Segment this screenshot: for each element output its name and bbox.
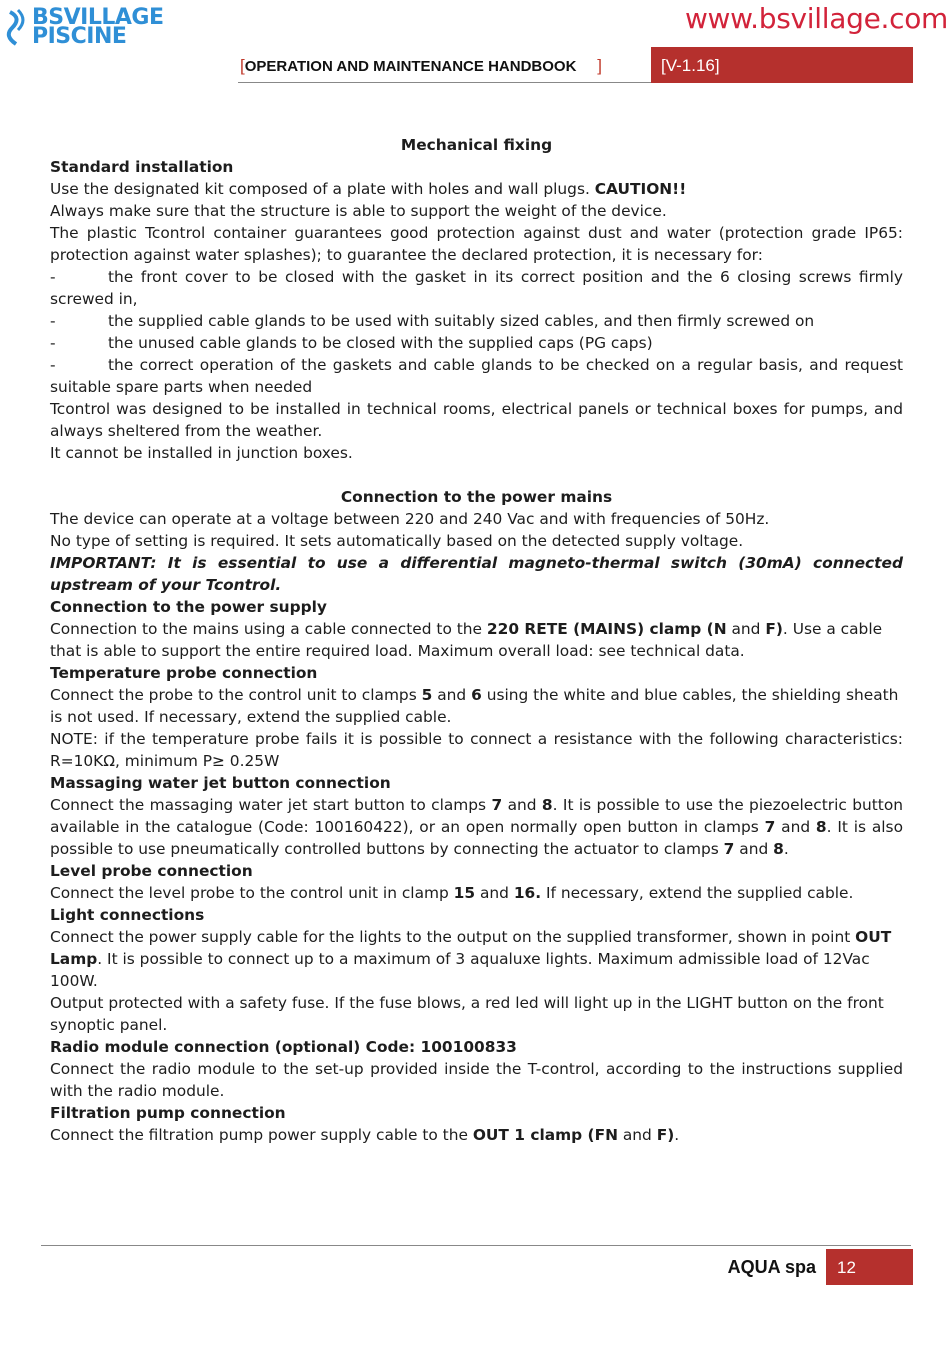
text-run: Connection to the mains using a cable connected to the: [50, 620, 487, 638]
list-item-text: the correct operation of the gaskets and cable glands to be checked on a regular basis, and request suitable spare parts when needed: [50, 356, 903, 396]
paragraph-voltage: The device can operate at a voltage between 220 and 240 Vac and with frequencies of 50Hz.: [50, 510, 770, 528]
text-run: Connect the filtration pump power supply cable to the: [50, 1126, 473, 1144]
list-item-text: the unused cable glands to be closed with the supplied caps (PG caps): [108, 334, 653, 352]
text-run: and: [475, 884, 514, 902]
text-run: and: [432, 686, 472, 704]
handbook-title-text: OPERATION AND MAINTENANCE HANDBOOK: [244, 58, 577, 75]
text-run: . It is possible to use the piezoelectric button available in the catalogue (Code: 100160422), or an open normally open button in clamps: [50, 796, 903, 836]
clamp-number: 15: [453, 884, 476, 902]
paragraph-note: NOTE: if the temperature probe fails it is possible to connect a resistance with the following characteristics: R=10KΩ, minimum P≥ 0.25W: [50, 730, 903, 770]
kit-text: Use the designated kit composed of a plate with holes and wall plugs.: [50, 180, 595, 198]
text-run: and: [502, 796, 542, 814]
clamp-number: 6: [471, 686, 482, 704]
bullet-dash: -: [50, 356, 56, 374]
list-item: [50, 354, 903, 398]
clamp-number: 7: [491, 796, 503, 814]
text-run: and: [734, 840, 774, 858]
text-run: Connect the level probe to the control unit in clamp: [50, 884, 454, 902]
brand-logo: [6, 5, 164, 50]
text-run: . It is possible to connect up to a maximum of 3 aqualuxe lights. Maximum admissible load of 12Vac 100W.: [50, 950, 870, 990]
clamp-number: 16.: [513, 884, 542, 902]
header-divider: [238, 82, 651, 83]
footer-divider: [41, 1245, 911, 1246]
paragraph-filtration: [50, 1124, 903, 1146]
text-run: Connect the probe to the control unit to clamps: [50, 686, 422, 704]
text-run: using the white and blue cables, the shielding sheath is not used. If necessary, extend the supplied cable.: [50, 686, 899, 726]
important-note: IMPORTANT: It is essential to use a differential magneto-thermal switch (30mA) connected upstream of your Tcontrol.: [50, 554, 903, 594]
logo-line-2: PISCINE: [32, 24, 127, 49]
logo-line-1: BSVILLAGE: [32, 5, 164, 30]
subheading-level-probe: Level probe connection: [50, 862, 253, 880]
output-label: OUT Lamp: [50, 928, 892, 968]
clamp-number: 8: [773, 840, 784, 858]
bullet-dash: -: [50, 334, 56, 352]
text-run: If necessary, extend the supplied cable.: [541, 884, 854, 902]
list-item: [50, 310, 903, 332]
subheading-radio: Radio module connection (optional) Code: 100100833: [50, 1038, 517, 1056]
clamp-label: F): [765, 620, 783, 638]
text-run: . It is also possible to use pneumatically controlled buttons by connecting the actuator to clamps: [50, 818, 903, 858]
subheading-filtration: Filtration pump connection: [50, 1104, 286, 1122]
paragraph-setting: No type of setting is required. It sets automatically based on the detected supply voltage.: [50, 532, 744, 550]
clamp-number: 7: [764, 818, 776, 836]
section-title-mechanical: Mechanical fixing: [400, 136, 553, 154]
product-name: AQUA spa: [727, 1257, 816, 1277]
paragraph-fuse: Output protected with a safety fuse. If the fuse blows, a red led will light up in the LIGHT button on the front synoptic panel.: [50, 994, 884, 1034]
clamp-number: 7: [723, 840, 735, 858]
website-link[interactable]: www.bsvillage.com: [684, 2, 948, 35]
paragraph-temperature: [50, 684, 903, 728]
paragraph-kit: [50, 178, 903, 200]
clamp-label: F): [656, 1126, 675, 1144]
bullet-dash: -: [50, 312, 56, 330]
page-number: 12: [837, 1258, 856, 1277]
paragraph-supply: [50, 618, 903, 662]
text-run: . Use a cable that is able to support the entire required load. Maximum overall load: see technical data.: [50, 620, 883, 660]
text-run: and: [726, 620, 766, 638]
clamp-label: 220 RETE (MAINS) clamp (N: [486, 620, 727, 638]
subheading-jet-button: Massaging water jet button connection: [50, 774, 391, 792]
bracket-open: [: [240, 56, 245, 75]
subheading-temperature-probe: Temperature probe connection: [50, 664, 318, 682]
caution-label: CAUTION!!: [594, 180, 687, 198]
version-label: [V-1.16]: [661, 56, 720, 75]
text-run: .: [674, 1126, 680, 1144]
text-run: and: [617, 1126, 657, 1144]
list-item-text: the front cover to be closed with the gasket in its correct position and the 6 closing screws firmly screwed in,: [50, 268, 903, 308]
subheading-light: Light connections: [50, 906, 205, 924]
list-item-text: the supplied cable glands to be used with suitably sized cables, and then firmly screwed on: [108, 312, 815, 330]
paragraph-level: [50, 882, 903, 904]
bullet-dash: -: [50, 268, 56, 286]
page-content: [50, 134, 903, 1146]
clamp-label: OUT 1 clamp (FN: [472, 1126, 618, 1144]
paragraph-light: [50, 926, 903, 992]
paragraph-plastic: The plastic Tcontrol container guarantees good protection against dust and water (protection grade IP65: protection against water splashes); to guarantee the declared protection, it is necessary for:: [50, 224, 903, 264]
text-run: and: [775, 818, 816, 836]
paragraph-radio: Connect the radio module to the set-up provided inside the T-control, according to the instructions supplied with the radio module.: [50, 1060, 903, 1100]
handbook-title: [240, 56, 602, 76]
list-item: [50, 332, 903, 354]
list-item: [50, 266, 903, 310]
paragraph-jet: [50, 794, 903, 860]
text-run: Connect the power supply cable for the lights to the output on the supplied transformer, shown in point: [50, 928, 856, 946]
clamp-number: 8: [541, 796, 553, 814]
wave-logo-icon: [6, 8, 28, 50]
bracket-close: ]: [597, 56, 602, 75]
paragraph-junction: It cannot be installed in junction boxes.: [50, 444, 353, 462]
section-title-power: Connection to the power mains: [340, 488, 613, 506]
paragraph-support: Always make sure that the structure is able to support the weight of the device.: [50, 202, 667, 220]
text-run: Connect the massaging water jet start button to clamps: [50, 796, 492, 814]
text-run: .: [783, 840, 789, 858]
subheading-power-supply: Connection to the power supply: [50, 598, 327, 616]
subheading-standard-installation: Standard installation: [50, 158, 234, 176]
paragraph-designed: Tcontrol was designed to be installed in technical rooms, electrical panels or technical boxes for pumps, and always sheltered from the weather.: [50, 400, 903, 440]
clamp-number: 8: [815, 818, 827, 836]
clamp-number: 5: [421, 686, 433, 704]
